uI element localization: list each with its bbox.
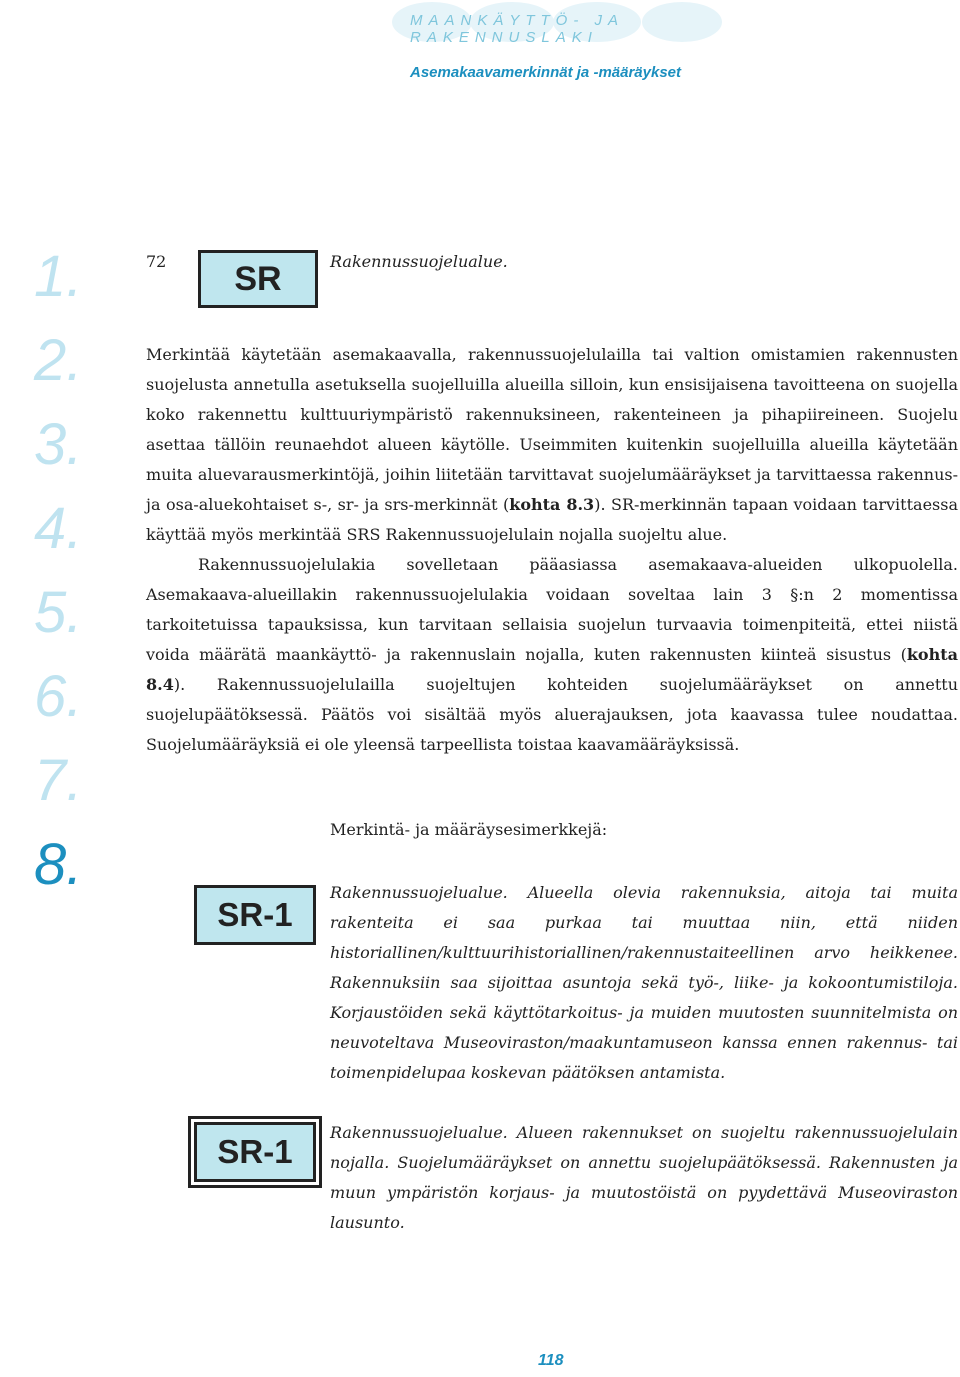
item-label: Rakennussuojelualue. (330, 252, 508, 271)
item-number: 72 (146, 252, 167, 271)
example-code-box-double: SR-1 (194, 1122, 316, 1182)
chapter-number[interactable]: 1. (34, 248, 83, 309)
example-text: Rakennussuojelualue. Alueella olevia rakennuksia, aitoja tai muita rakenteita ei saa purkaa tai muuttaa niin, että niiden historiallinen/kulttuurihistoriallinen/rakennustaiteellinen arvo heikkenee. Rakennuksiin saa sijoittaa asuntoja sekä työ-, liike- ja kokoontumistiloja. Korjaustöiden sekä käyttötarkoitus- ja muiden muutosten suunnitelmista on neuvoteltava Museoviraston/maakuntamuseon kanssa ennen rakennus- tai toimenpidelupaa koskevan päätöksen antamista. (330, 883, 958, 1082)
plan-code-box: SR (198, 250, 318, 308)
example-text: Rakennussuojelualue. Alueen rakennukset on suojeltu rakennussuojelulain nojalla. Suojelumääräykset on annettu suojelupäätöksessä. Rakennusten ja muun ympäristön korjaus- ja muutostöistä on pyydettävä Museoviraston lausunto. (330, 1123, 958, 1232)
chapter-number[interactable]: 6. (34, 664, 83, 729)
page-number: 118 (538, 1352, 564, 1369)
section-reference: kohta 8.3 (509, 495, 595, 514)
header-subtitle: Asemakaavamerkinnät ja -määräykset (410, 64, 682, 81)
body-text (146, 340, 958, 760)
section-reference: kohta 8.4 (146, 645, 958, 694)
examples-heading: Merkintä- ja määräysesimerkkejä: (330, 820, 608, 839)
body-paragraph: Rakennussuojelulakia sovelletaan pääasiassa asemakaava-alueiden ulkopuolella. Asemakaava-alueillakin rakennussuojelulakia voidaan soveltaa lain 3 §:n 2 momentissa tarkoitetuissa tapauksissa, kun tarvitaan sellaisia suojelun turvaavia toimenpiteitä, ettei niistä voida määrätä maankäyttö- ja rakennuslain nojalla, kuten rakennusten kiinteä sisustus (kohta 8.4). Rakennussuojelulailla suojeltujen kohteiden suojelumääräykset on annettu suojelupäätöksessä. Päätös voi sisältää myös aluerajauksen, jota kaavassa tulee noudattaa. Suojelumääräyksiä ei ole yleensä tarpeellista toistaa kaavamääräyksissä. (146, 555, 958, 754)
chapter-number[interactable]: 2. (34, 328, 83, 393)
chapter-sidebar (22, 248, 112, 900)
example-code-box: SR-1 (194, 885, 316, 945)
chapter-number[interactable]: 3. (34, 412, 83, 477)
chapter-number[interactable]: 4. (34, 496, 83, 561)
chapter-number[interactable]: 7. (34, 748, 83, 813)
chapter-number[interactable]: 5. (34, 580, 83, 645)
header-title: MAANKÄYTTÖ- JA RAKENNUSLAKI (410, 12, 624, 46)
body-paragraph: Merkintää käytetään asemakaavalla, rakennussuojelulailla tai valtion omistamien rakennusten suojelusta annetulla asetuksella suojelluilla alueilla silloin, kun ensisijaisena tavoitteena on suojella koko rakennettu kulttuuriympäristö rakennuksineen, rakenteineen ja pihapiireineen. Suojelu asettaa tällöin reunaehdot alueen käytölle. Useimmiten kuitenkin suojelluilla alueilla käytetään muita aluevarausmerkintöjä, joihin liitetään tarvittavat suojelumääräykset ja tarvittaessa rakennus- ja osa-aluekohtaiset s-, sr- ja srs-merkinnät (kohta 8.3). SR-merkinnän tapaan voidaan tarvittaessa käyttää myös merkintää SRS Rakennussuojelulain nojalla suojeltu alue. (146, 345, 958, 544)
chapter-number-active[interactable]: 8. (34, 832, 83, 897)
